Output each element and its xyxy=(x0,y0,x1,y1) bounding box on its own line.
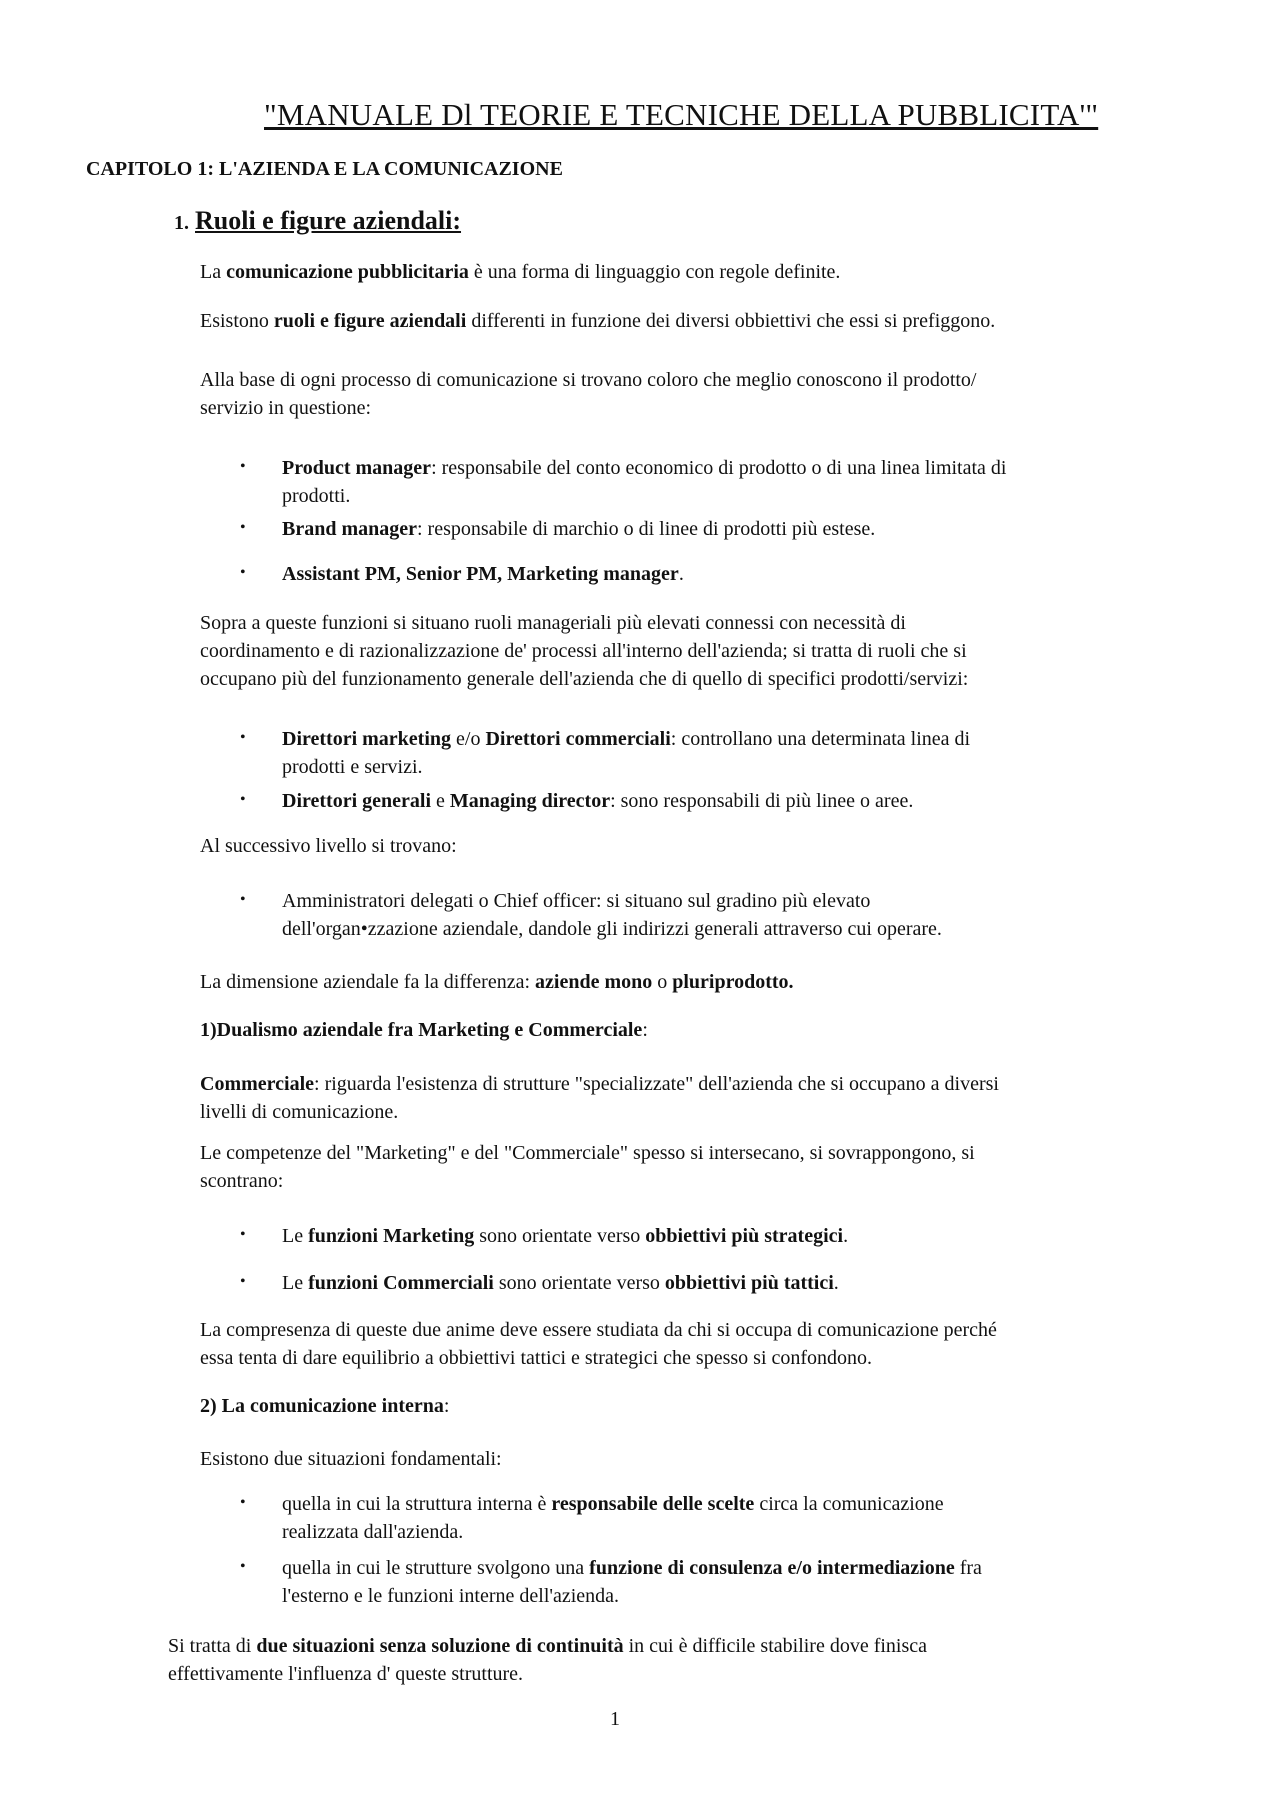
bullet-icon: • xyxy=(240,1494,246,1511)
subheading: 2) La comunicazione interna: xyxy=(200,1395,450,1417)
bullet-icon: • xyxy=(240,729,246,746)
list-item: Le funzioni Marketing sono orientate verso obbiettivi più strategici. xyxy=(282,1225,849,1247)
bullet-icon: • xyxy=(240,891,246,908)
subheading: 1)Dualismo aziendale fra Marketing e Commerciale: xyxy=(200,1019,648,1041)
paragraph: Esistono ruoli e figure aziendali differenti in funzione dei diversi obbiettivi che essi si prefiggono. xyxy=(200,310,996,332)
page-number: 1 xyxy=(610,1708,620,1730)
paragraph: Esistono due situazioni fondamentali: xyxy=(200,1448,502,1470)
paragraph: La comunicazione pubblicitaria è una forma di linguaggio con regole definite. xyxy=(200,261,841,283)
paragraph: Le competenze del "Marketing" e del "Commerciale" spesso si intersecano, si sovrappongono, si scontrano: xyxy=(200,1142,975,1192)
list-item: Direttori generali e Managing director: sono responsabili di più linee o aree. xyxy=(282,790,914,812)
list-item: Direttori marketing e/o Direttori commerciali: controllano una determinata linea di prodotti e servizi. xyxy=(282,728,971,778)
section-title: Ruoli e figure aziendali: xyxy=(195,206,462,235)
bullet-icon: • xyxy=(240,1226,246,1243)
list-item: quella in cui le strutture svolgono una funzione di consulenza e/o intermediazione fra l'esterno e le funzioni interne dell'azienda. xyxy=(282,1557,982,1607)
section-number: 1. xyxy=(174,212,189,234)
list-item: Product manager: responsabile del conto economico di prodotto o di una linea limitata di prodotti. xyxy=(282,457,1007,507)
paragraph: Commerciale: riguarda l'esistenza di strutture "specializzate" dell'azienda che si occupano a diversi livelli di comunicazione. xyxy=(200,1073,999,1123)
bullet-icon: • xyxy=(240,519,246,536)
bullet-icon: • xyxy=(240,458,246,475)
section-heading xyxy=(174,206,461,236)
paragraph: La compresenza di queste due anime deve essere studiata da chi si occupa di comunicazione perché essa tenta di dare equilibrio a obbiettivi tattici e strategici che spesso si confondono. xyxy=(200,1319,997,1369)
paragraph: La dimensione aziendale fa la differenza: aziende mono o pluriprodotto. xyxy=(200,971,794,993)
bullet-icon: • xyxy=(240,791,246,808)
document-title: "MANUALE Dl TEORIE E TECNICHE DELLA PUBBLICITA'" xyxy=(264,97,1099,132)
paragraph: Si tratta di due situazioni senza soluzione di continuità in cui è difficile stabilire dove finisca effettivamente l'influenza d' queste strutture. xyxy=(168,1635,928,1685)
list-item: quella in cui la struttura interna è responsabile delle scelte circa la comunicazione realizzata dall'azienda. xyxy=(282,1493,944,1543)
paragraph: Sopra a queste funzioni si situano ruoli manageriali più elevati connessi con necessità di coordinamento e di razionalizzazione de' processi all'interno dell'azienda; si tratta di ruoli che si occupano più del funzionamento generale dell'azienda che di quello di specifici prodotti/servizi: xyxy=(200,612,969,690)
bullet-icon: • xyxy=(240,1273,246,1290)
bullet-icon: • xyxy=(240,1558,246,1575)
list-item: Brand manager: responsabile di marchio o di linee di prodotti più estese. xyxy=(282,518,876,540)
paragraph: Alla base di ogni processo di comunicazione si trovano coloro che meglio conoscono il prodotto/ servizio in questione: xyxy=(200,369,977,419)
paragraph: Al successivo livello si trovano: xyxy=(200,835,457,857)
bullet-icon: • xyxy=(240,564,246,581)
list-item: Amministratori delegati o Chief officer: si situano sul gradino più elevato dell'organ•zzazione aziendale, dandole gli indirizzi generali attraverso cui operare. xyxy=(282,890,942,940)
list-item: Le funzioni Commerciali sono orientate verso obbiettivi più tattici. xyxy=(282,1272,839,1294)
list-item: Assistant PM, Senior PM, Marketing manager. xyxy=(282,563,684,585)
chapter-heading: CAPITOLO 1: L'AZIENDA E LA COMUNICAZIONE xyxy=(86,158,563,180)
